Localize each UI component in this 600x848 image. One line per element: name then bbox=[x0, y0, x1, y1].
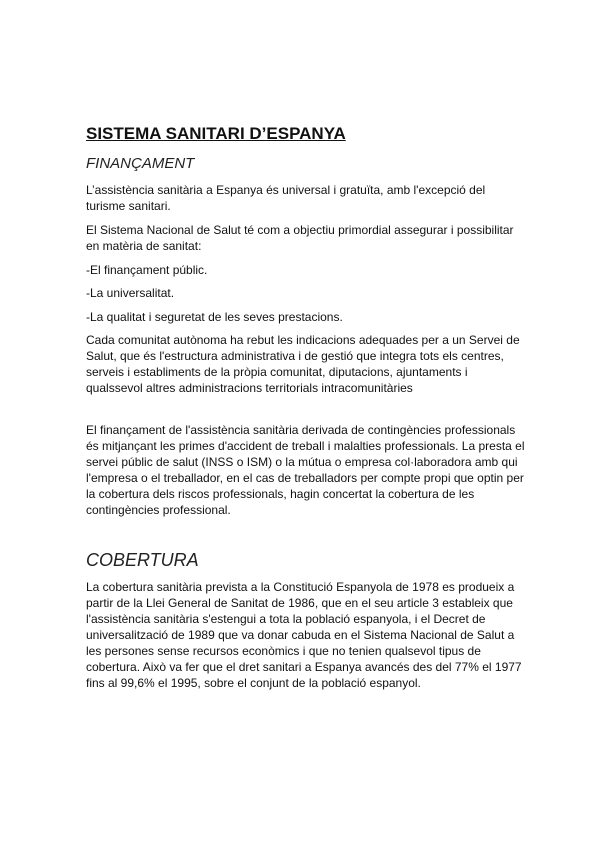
section-heading-financament: FINANÇAMENT bbox=[86, 155, 195, 172]
section-heading-cobertura: COBERTURA bbox=[86, 550, 199, 570]
list-item-universality: -La universalitat. bbox=[86, 286, 175, 300]
paragraph-universal-assistance: L’assistència sanitària a Espanya és universal i gratuïta, amb l'excepció del turisme sanitari. bbox=[86, 183, 486, 213]
document-title: SISTEMA SANITARI D’ESPANYA bbox=[86, 124, 346, 143]
paragraph-professional-contingencies: El finançament de l'assistència sanitària derivada de contingències professionals és mitjançant les primes d'accident de treball i malalties professionals. La presta el servei públic de salut (INSS o ISM) o la mútua o empresa col·laboradora amb qui l'empresa o el treballador, en el cas de treballadors per compte propi que optin per la cobertura dels riscos professionals, hagin concertat la cobertura de les contingències professional. bbox=[86, 423, 525, 517]
paragraph-sns-objective: El Sistema Nacional de Salut té com a objectiu primordial assegurar i possibilitar en matèria de sanitat: bbox=[86, 223, 514, 253]
list-item-quality-safety: -La qualitat i seguretat de les seves prestacions. bbox=[86, 310, 343, 324]
paragraph-cobertura: La cobertura sanitària prevista a la Constitució Espanyola de 1978 es produeix a partir de la Llei General de Sanitat de 1986, que en el seu article 3 estableix que l'assistència sanitària s'estengui a tota la població espanyola, i el Decret de universalització de 1989 que va donar cabuda en el Sistema Nacional de Salut a les persones sense recursos econòmics i que no tenien qualsevol tipus de cobertura. Això va fer que el dret sanitari a Espanya avancés des del 77% el 1977 fins al 99,6% el 1995, sobre el conjunt de la població espanyol. bbox=[86, 580, 522, 690]
paragraph-autonomous-communities: Cada comunitat autònoma ha rebut les indicacions adequades per a un Servei de Salut, que és l'estructura administrativa i de gestió que integra tots els centres, serveis i establiments de la pròpia comunitat, diputacions, ajuntaments i qualssevol altres administracions territorials intracomunitàries bbox=[86, 333, 520, 395]
list-item-public-funding: -El finançament públic. bbox=[86, 263, 208, 277]
